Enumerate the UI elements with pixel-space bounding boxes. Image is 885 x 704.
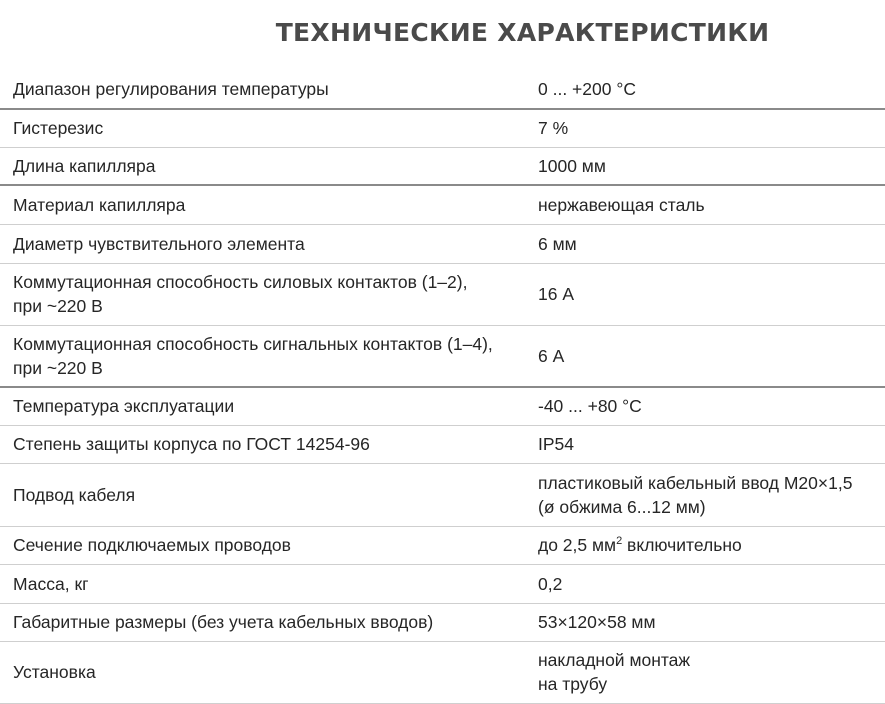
row-label: Подвод кабеля [13,484,136,505]
row-value-line: пластиковый кабельный ввод М20×1,5 [538,472,853,493]
row-label: Диаметр чувствительного элемента [13,233,305,254]
row-label: Материал капилляра [13,194,186,215]
row-label-line: при ~220 В [13,357,103,378]
row-value: -40 ... +80 °C [538,396,642,417]
row-label-line: Коммутационная способность сигнальных контактов (1–4), [13,333,493,354]
row-value: 53×120×58 мм [538,612,656,632]
row-value: 1000 мм [538,155,606,176]
table-row [0,603,885,641]
row-label: Длина капилляра [13,155,156,176]
row-label: Масса, кг [13,573,89,594]
table-row [0,526,885,564]
table-row [0,564,885,603]
row-value: 16 А [538,284,574,304]
row-value: 6 мм [538,233,577,254]
value-text: до 2,5 мм [538,535,617,555]
superscript: 2 [616,535,623,548]
page-title: ТЕХНИЧЕСКИЕ ХАРАКТЕРИСТИКИ [275,18,770,47]
row-value: 7 % [538,118,569,139]
row-label: Температура эксплуатации [13,396,235,417]
row-value [538,641,885,703]
row-label [0,325,538,387]
row-label: Степень защиты корпуса по ГОСТ 14254-96 [13,434,370,454]
row-label [0,263,538,325]
table-row [0,387,885,425]
row-value: 0 ... +200 °C [538,79,636,99]
row-value: IP54 [538,434,574,454]
table-row [0,463,885,526]
row-value-line: на трубу [538,674,608,694]
row-label: Сечение подключаемых проводов [13,535,291,555]
row-label-line: при ~220 В [13,296,103,316]
row-value: 0,2 [538,573,563,594]
table-row [0,185,885,224]
row-label: Гистерезис [13,118,104,139]
value-text: включительно [622,535,742,555]
row-value [538,526,885,564]
table-row [0,147,885,185]
row-label-line: Коммутационная способность силовых контактов (1–2), [13,272,468,292]
row-label: Установка [13,662,96,682]
row-value: 6 А [538,345,565,366]
table-row [0,425,885,463]
table-row [0,263,885,325]
specs-table [0,70,885,704]
table-row [0,224,885,263]
row-value-line: накладной монтаж [538,650,691,670]
table-row [0,325,885,387]
row-label: Диапазон регулирования температуры [13,79,329,99]
row-value-line: (ø обжима 6...12 мм) [538,496,706,517]
table-row [0,109,885,147]
row-value [538,463,885,526]
table-row [0,641,885,703]
table-row [0,70,885,109]
row-value: нержавеющая сталь [538,194,705,215]
row-label: Габаритные размеры (без учета кабельных вводов) [13,612,434,632]
